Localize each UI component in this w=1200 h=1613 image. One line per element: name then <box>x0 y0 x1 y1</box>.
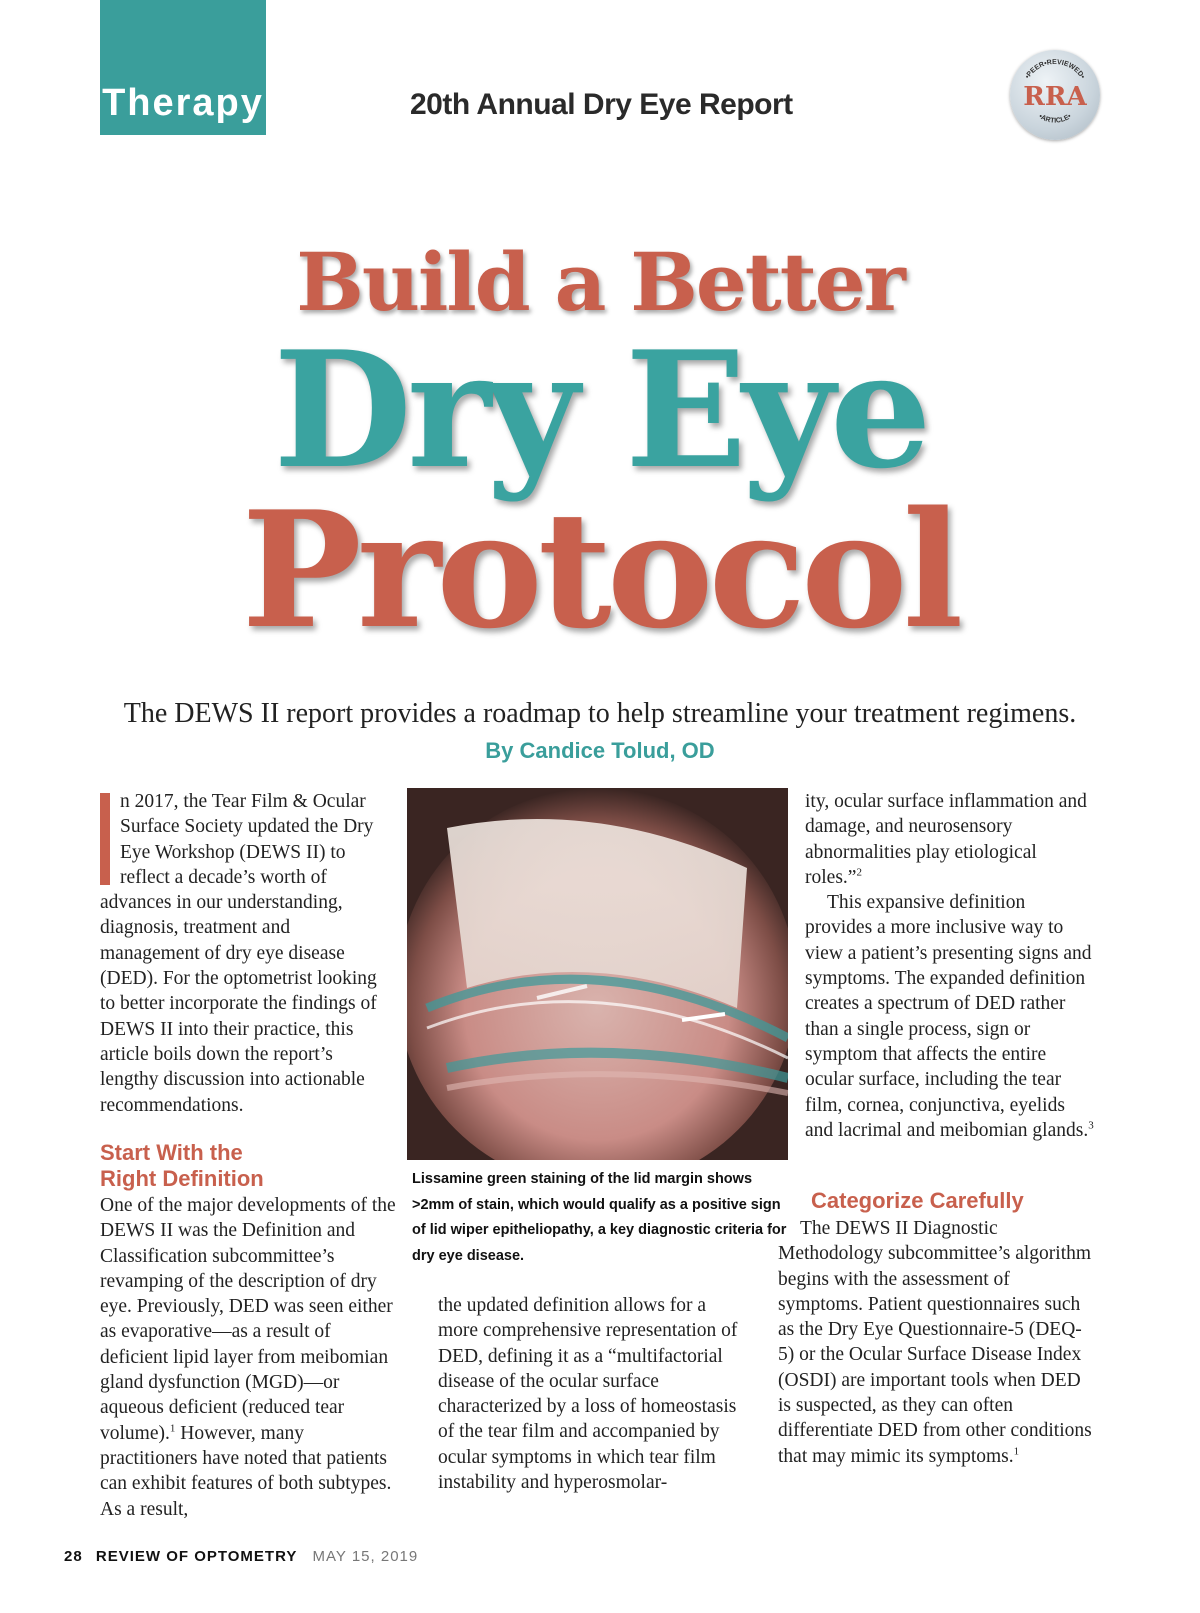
headline-line-1: Build a Better <box>296 235 904 329</box>
column-2-body: the updated definition allows for a more comprehensive representation of DED, defining it as a “multifactorial disease of the ocular surface characterized by a loss of homeostasis of the tear film and accompanied by ocular symptoms in which tear film instability and hyperosmolar- <box>438 1295 738 1494</box>
page-number: 28 <box>64 1548 83 1565</box>
subhead-definition: Start With the Right Definition <box>100 1140 264 1191</box>
column-1-body: One of the major developments of the DEWS II was the Definition and Classification subcommittee’s revamping of the description of dry eye. Previously, DED was seen either as evaporative—as a result of deficient lipid layer from meibomian gland dysfunction (MGD)—or aqueous deficient (reduced tear volume).$^1$ However, many practitioners have noted that patients can exhibit features of both subtypes. As a result, <box>100 1195 396 1520</box>
column-3: ity, ocular surface inflammation and damage, and neurosensory abnormalities play etiological roles.”$^2$ This expansive definition provides a more inclusive way to view a patient’s presenting signs and symptoms. The expanded definition creates a spectrum of DED rather than a single process, sign or symptom that affects the entire ocular surface, including the tear film, cornea, conjunctiva, eyelids and lacrimal and meibomian glands.$^3$ <box>805 791 1094 1141</box>
peer-reviewed-badge-icon <box>1010 50 1100 140</box>
byline: By Candice Tolud, OD <box>485 738 715 763</box>
section-tab: Therapy <box>100 0 266 135</box>
svg-text:RRA: RRA <box>1023 82 1087 112</box>
deck: The DEWS II report provides a roadmap to help streamline your treatment regimens. <box>123 698 1077 729</box>
page-footer <box>64 1548 418 1565</box>
issue-date: MAY 15, 2019 <box>312 1548 419 1565</box>
intro-paragraph: n 2017, the Tear Film & Ocular Surface Society updated the Dry Eye Workshop (DEWS II) to reflect a decade’s worth of advances in our understanding, diagnosis, treatment and management of dry eye disease (DED). For the optometrist looking to better incorporate the findings of DEWS II into their practice, this article boils down the report’s lengthy discussion into actionable recommendations. <box>100 791 377 1116</box>
drop-cap <box>100 793 110 885</box>
magazine-name: REVIEW OF OPTOMETRY <box>95 1548 298 1565</box>
svg-text:•ARTICLE•: •ARTICLE• <box>1037 113 1073 125</box>
subhead-categorize: Categorize Carefully <box>811 1188 1024 1213</box>
headline-line-3: Protocol <box>241 476 959 664</box>
svg-text:•PEER•REVIEWED•: •PEER•REVIEWED• <box>1024 58 1086 81</box>
column-1 <box>100 789 390 1118</box>
report-title: 20th Annual Dry Eye Report <box>410 88 793 121</box>
photo-caption: Lissamine green staining of the lid margin shows >2mm of stain, which would qualify as a positive sign of lid wiper epitheliopathy, a key diagnostic criteria for dry eye disease. <box>412 1171 787 1264</box>
lid-margin-photo <box>407 788 788 1160</box>
headline-line-2: Dry Eye <box>273 316 927 504</box>
column-3-body: The DEWS II Diagnostic Methodology subcommittee’s algorithm begins with the assessment of symptoms. Patient questionnaires such as the Dry Eye Questionnaire-5 (DEQ-5) or the Ocular Surface Disease Index (OSDI) are important tools when DED is suspected, as they can often differentiate DED from other conditions that may mimic its symptoms.$^1$ <box>778 1218 1092 1467</box>
